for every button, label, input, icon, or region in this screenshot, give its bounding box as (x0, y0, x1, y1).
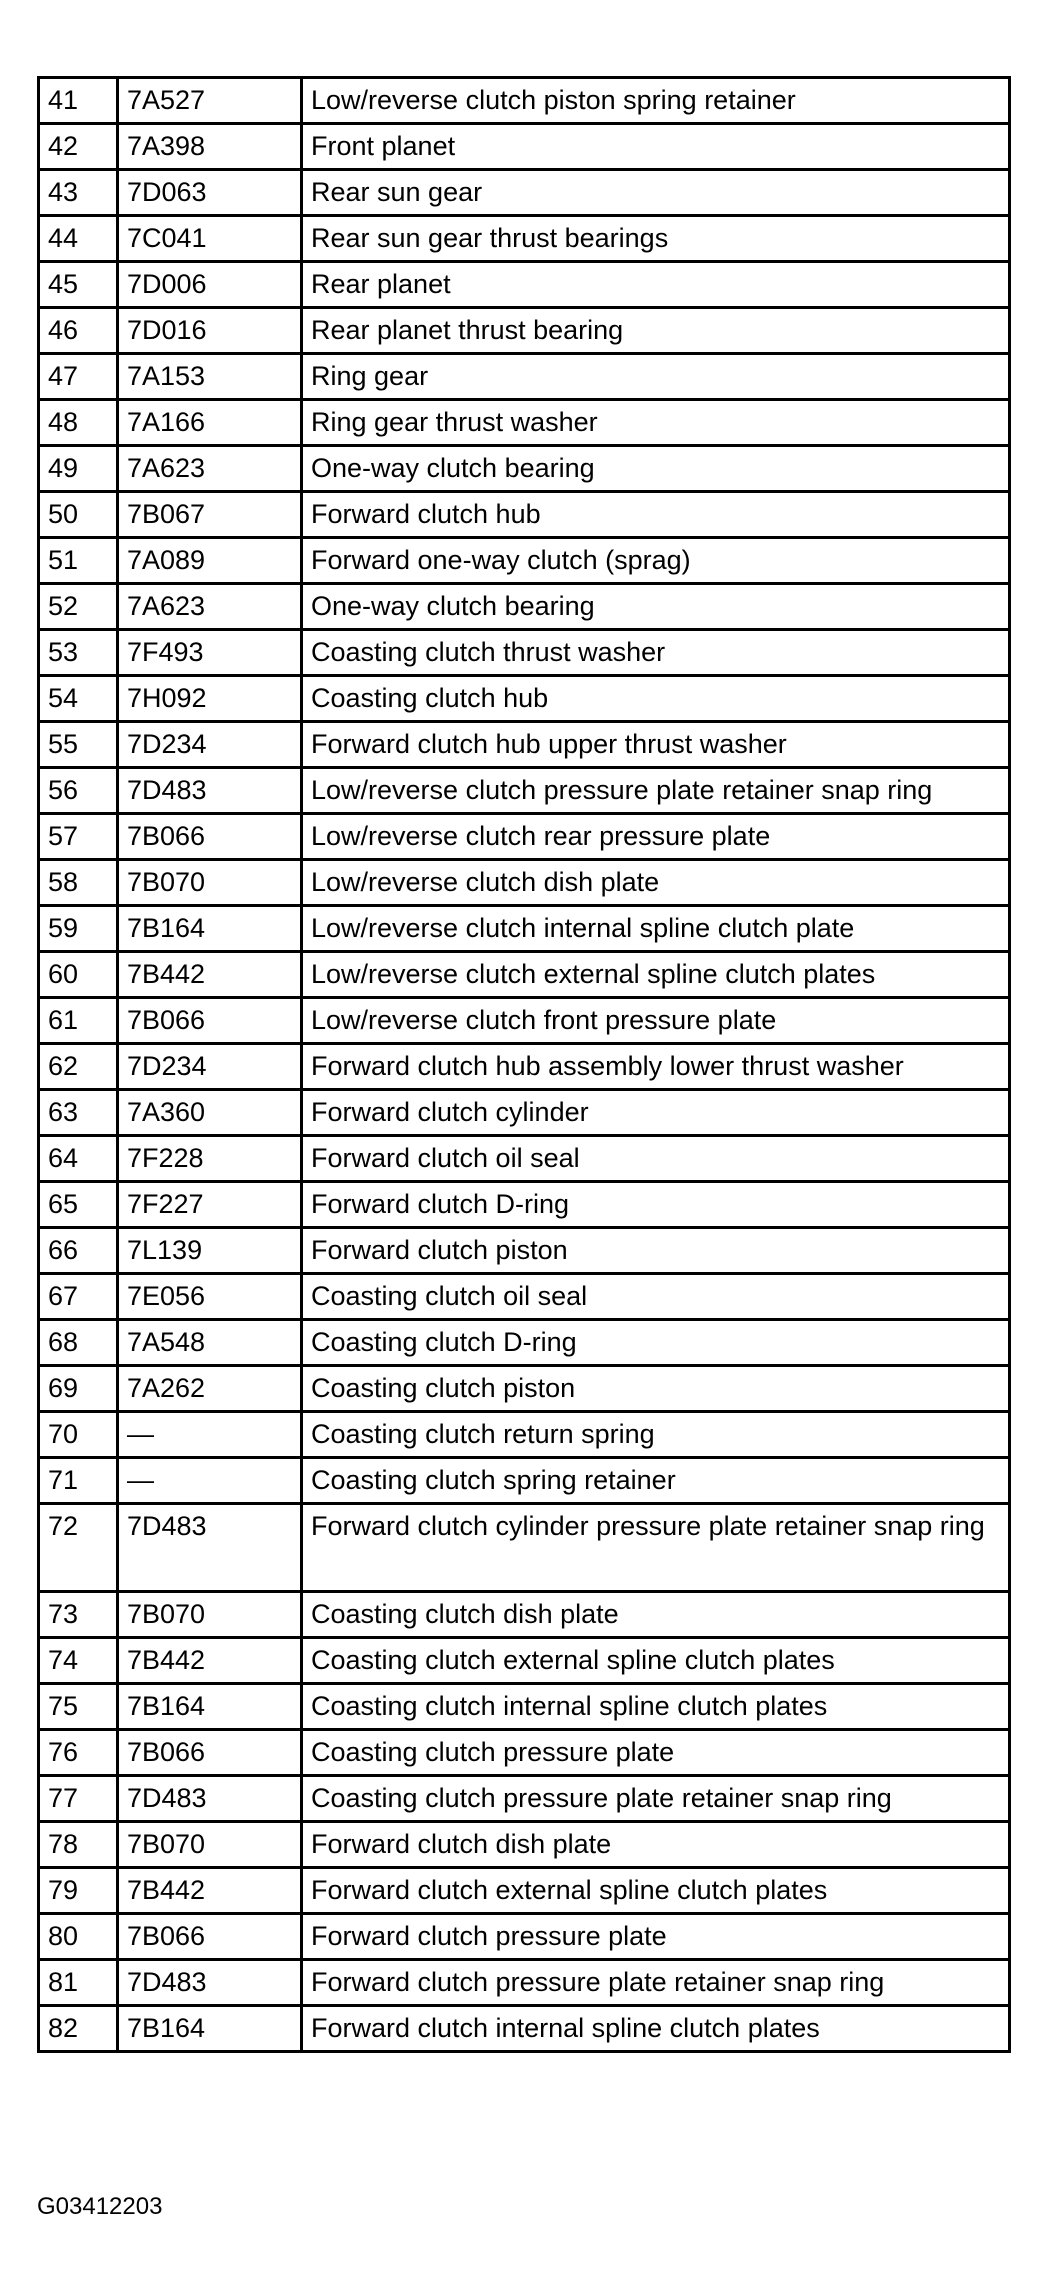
description-cell: One-way clutch bearing (302, 446, 1010, 492)
description-cell: Coasting clutch internal spline clutch plates (302, 1684, 1010, 1730)
description-cell: Forward one-way clutch (sprag) (302, 538, 1010, 584)
item-number-cell: 49 (39, 446, 118, 492)
table-row (39, 446, 1010, 492)
item-number-cell: 47 (39, 354, 118, 400)
part-number-cell: 7B442 (118, 1868, 302, 1914)
part-number-cell: 7A262 (118, 1366, 302, 1412)
description-cell: Rear planet thrust bearing (302, 308, 1010, 354)
part-number-cell: 7F228 (118, 1136, 302, 1182)
item-number-cell: 72 (39, 1504, 118, 1592)
table-row (39, 1412, 1010, 1458)
description-cell: Low/reverse clutch dish plate (302, 860, 1010, 906)
table-row (39, 170, 1010, 216)
table-row (39, 630, 1010, 676)
part-number-cell: 7A623 (118, 446, 302, 492)
part-number-cell: 7A166 (118, 400, 302, 446)
description-cell: Coasting clutch hub (302, 676, 1010, 722)
part-number-cell: 7A360 (118, 1090, 302, 1136)
description-cell: Low/reverse clutch external spline clutch plates (302, 952, 1010, 998)
part-number-cell: 7B442 (118, 1638, 302, 1684)
description-cell: Low/reverse clutch front pressure plate (302, 998, 1010, 1044)
part-number-cell: 7B442 (118, 952, 302, 998)
table-row (39, 538, 1010, 584)
part-number-cell: 7F493 (118, 630, 302, 676)
description-cell: Coasting clutch pressure plate (302, 1730, 1010, 1776)
table-row (39, 492, 1010, 538)
item-number-cell: 76 (39, 1730, 118, 1776)
description-cell: Coasting clutch spring retainer (302, 1458, 1010, 1504)
item-number-cell: 69 (39, 1366, 118, 1412)
description-cell: Ring gear thrust washer (302, 400, 1010, 446)
item-number-cell: 77 (39, 1776, 118, 1822)
item-number-cell: 65 (39, 1182, 118, 1228)
item-number-cell: 46 (39, 308, 118, 354)
part-number-cell: 7A089 (118, 538, 302, 584)
description-cell: Forward clutch dish plate (302, 1822, 1010, 1868)
table-row (39, 1914, 1010, 1960)
table-row (39, 1366, 1010, 1412)
part-number-cell: 7B164 (118, 1684, 302, 1730)
item-number-cell: 61 (39, 998, 118, 1044)
part-number-cell: 7A527 (118, 78, 302, 124)
part-number-cell: 7B164 (118, 2006, 302, 2052)
table-row (39, 1136, 1010, 1182)
parts-table-body (39, 78, 1010, 2052)
part-number-cell: 7B164 (118, 906, 302, 952)
item-number-cell: 74 (39, 1638, 118, 1684)
part-number-cell: 7D063 (118, 170, 302, 216)
item-number-cell: 75 (39, 1684, 118, 1730)
description-cell: Low/reverse clutch internal spline clutch plate (302, 906, 1010, 952)
item-number-cell: 78 (39, 1822, 118, 1868)
description-cell: Front planet (302, 124, 1010, 170)
description-cell: Forward clutch external spline clutch plates (302, 1868, 1010, 1914)
part-number-cell: 7C041 (118, 216, 302, 262)
item-number-cell: 66 (39, 1228, 118, 1274)
part-number-cell: 7A153 (118, 354, 302, 400)
table-row (39, 998, 1010, 1044)
description-cell: Coasting clutch return spring (302, 1412, 1010, 1458)
table-row (39, 1684, 1010, 1730)
item-number-cell: 56 (39, 768, 118, 814)
part-number-cell: — (118, 1412, 302, 1458)
table-row (39, 584, 1010, 630)
item-number-cell: 57 (39, 814, 118, 860)
table-row (39, 400, 1010, 446)
description-cell: Rear sun gear thrust bearings (302, 216, 1010, 262)
item-number-cell: 80 (39, 1914, 118, 1960)
item-number-cell: 58 (39, 860, 118, 906)
table-row (39, 1822, 1010, 1868)
table-row (39, 2006, 1010, 2052)
description-cell: One-way clutch bearing (302, 584, 1010, 630)
part-number-cell: 7B066 (118, 998, 302, 1044)
table-row (39, 1182, 1010, 1228)
part-number-cell: 7D234 (118, 722, 302, 768)
table-row (39, 1730, 1010, 1776)
item-number-cell: 42 (39, 124, 118, 170)
description-cell: Coasting clutch piston (302, 1366, 1010, 1412)
item-number-cell: 44 (39, 216, 118, 262)
item-number-cell: 71 (39, 1458, 118, 1504)
table-row (39, 1592, 1010, 1638)
table-row (39, 1776, 1010, 1822)
table-row (39, 814, 1010, 860)
item-number-cell: 63 (39, 1090, 118, 1136)
item-number-cell: 53 (39, 630, 118, 676)
table-row (39, 676, 1010, 722)
part-number-cell: 7B066 (118, 814, 302, 860)
item-number-cell: 54 (39, 676, 118, 722)
part-number-cell: 7F227 (118, 1182, 302, 1228)
part-number-cell: 7D483 (118, 1504, 302, 1592)
description-cell: Coasting clutch dish plate (302, 1592, 1010, 1638)
description-cell: Coasting clutch pressure plate retainer snap ring (302, 1776, 1010, 1822)
description-cell: Low/reverse clutch pressure plate retainer snap ring (302, 768, 1010, 814)
description-cell: Forward clutch hub (302, 492, 1010, 538)
table-row (39, 952, 1010, 998)
part-number-cell: 7B070 (118, 860, 302, 906)
table-row (39, 1090, 1010, 1136)
table-row (39, 1274, 1010, 1320)
table-row (39, 1044, 1010, 1090)
parts-table (37, 76, 1011, 2053)
item-number-cell: 81 (39, 1960, 118, 2006)
figure-code: G03412203 (37, 2193, 163, 2220)
item-number-cell: 43 (39, 170, 118, 216)
description-cell: Rear sun gear (302, 170, 1010, 216)
item-number-cell: 73 (39, 1592, 118, 1638)
table-row (39, 906, 1010, 952)
part-number-cell: 7D483 (118, 1960, 302, 2006)
item-number-cell: 45 (39, 262, 118, 308)
item-number-cell: 68 (39, 1320, 118, 1366)
item-number-cell: 64 (39, 1136, 118, 1182)
table-row (39, 1228, 1010, 1274)
item-number-cell: 50 (39, 492, 118, 538)
table-row (39, 1868, 1010, 1914)
table-row (39, 722, 1010, 768)
description-cell: Forward clutch hub assembly lower thrust washer (302, 1044, 1010, 1090)
description-cell: Forward clutch oil seal (302, 1136, 1010, 1182)
description-cell: Coasting clutch thrust washer (302, 630, 1010, 676)
part-number-cell: 7D006 (118, 262, 302, 308)
item-number-cell: 59 (39, 906, 118, 952)
table-row (39, 216, 1010, 262)
part-number-cell: 7D483 (118, 768, 302, 814)
part-number-cell: 7H092 (118, 676, 302, 722)
description-cell: Forward clutch piston (302, 1228, 1010, 1274)
table-row (39, 308, 1010, 354)
description-cell: Forward clutch internal spline clutch plates (302, 2006, 1010, 2052)
item-number-cell: 51 (39, 538, 118, 584)
item-number-cell: 62 (39, 1044, 118, 1090)
description-cell: Coasting clutch external spline clutch plates (302, 1638, 1010, 1684)
table-row (39, 1320, 1010, 1366)
table-row (39, 1504, 1010, 1592)
part-number-cell: 7E056 (118, 1274, 302, 1320)
description-cell: Forward clutch pressure plate (302, 1914, 1010, 1960)
description-cell: Ring gear (302, 354, 1010, 400)
table-row (39, 860, 1010, 906)
item-number-cell: 67 (39, 1274, 118, 1320)
description-cell: Low/reverse clutch piston spring retainer (302, 78, 1010, 124)
part-number-cell: 7D016 (118, 308, 302, 354)
item-number-cell: 48 (39, 400, 118, 446)
part-number-cell: 7B070 (118, 1592, 302, 1638)
table-row (39, 262, 1010, 308)
part-number-cell: 7L139 (118, 1228, 302, 1274)
table-row (39, 78, 1010, 124)
part-number-cell: 7D234 (118, 1044, 302, 1090)
table-row (39, 124, 1010, 170)
table-row (39, 1638, 1010, 1684)
part-number-cell: 7A398 (118, 124, 302, 170)
description-cell: Forward clutch cylinder pressure plate retainer snap ring (302, 1504, 1010, 1592)
table-row (39, 1960, 1010, 2006)
part-number-cell: 7A623 (118, 584, 302, 630)
description-cell: Coasting clutch oil seal (302, 1274, 1010, 1320)
item-number-cell: 55 (39, 722, 118, 768)
part-number-cell: 7A548 (118, 1320, 302, 1366)
description-cell: Rear planet (302, 262, 1010, 308)
item-number-cell: 60 (39, 952, 118, 998)
part-number-cell: 7B066 (118, 1730, 302, 1776)
description-cell: Coasting clutch D-ring (302, 1320, 1010, 1366)
table-row (39, 1458, 1010, 1504)
table-row (39, 768, 1010, 814)
item-number-cell: 70 (39, 1412, 118, 1458)
description-cell: Forward clutch cylinder (302, 1090, 1010, 1136)
description-cell: Low/reverse clutch rear pressure plate (302, 814, 1010, 860)
item-number-cell: 41 (39, 78, 118, 124)
table-row (39, 354, 1010, 400)
part-number-cell: 7D483 (118, 1776, 302, 1822)
part-number-cell: — (118, 1458, 302, 1504)
item-number-cell: 52 (39, 584, 118, 630)
part-number-cell: 7B070 (118, 1822, 302, 1868)
description-cell: Forward clutch D-ring (302, 1182, 1010, 1228)
item-number-cell: 82 (39, 2006, 118, 2052)
item-number-cell: 79 (39, 1868, 118, 1914)
part-number-cell: 7B067 (118, 492, 302, 538)
description-cell: Forward clutch hub upper thrust washer (302, 722, 1010, 768)
part-number-cell: 7B066 (118, 1914, 302, 1960)
description-cell: Forward clutch pressure plate retainer snap ring (302, 1960, 1010, 2006)
